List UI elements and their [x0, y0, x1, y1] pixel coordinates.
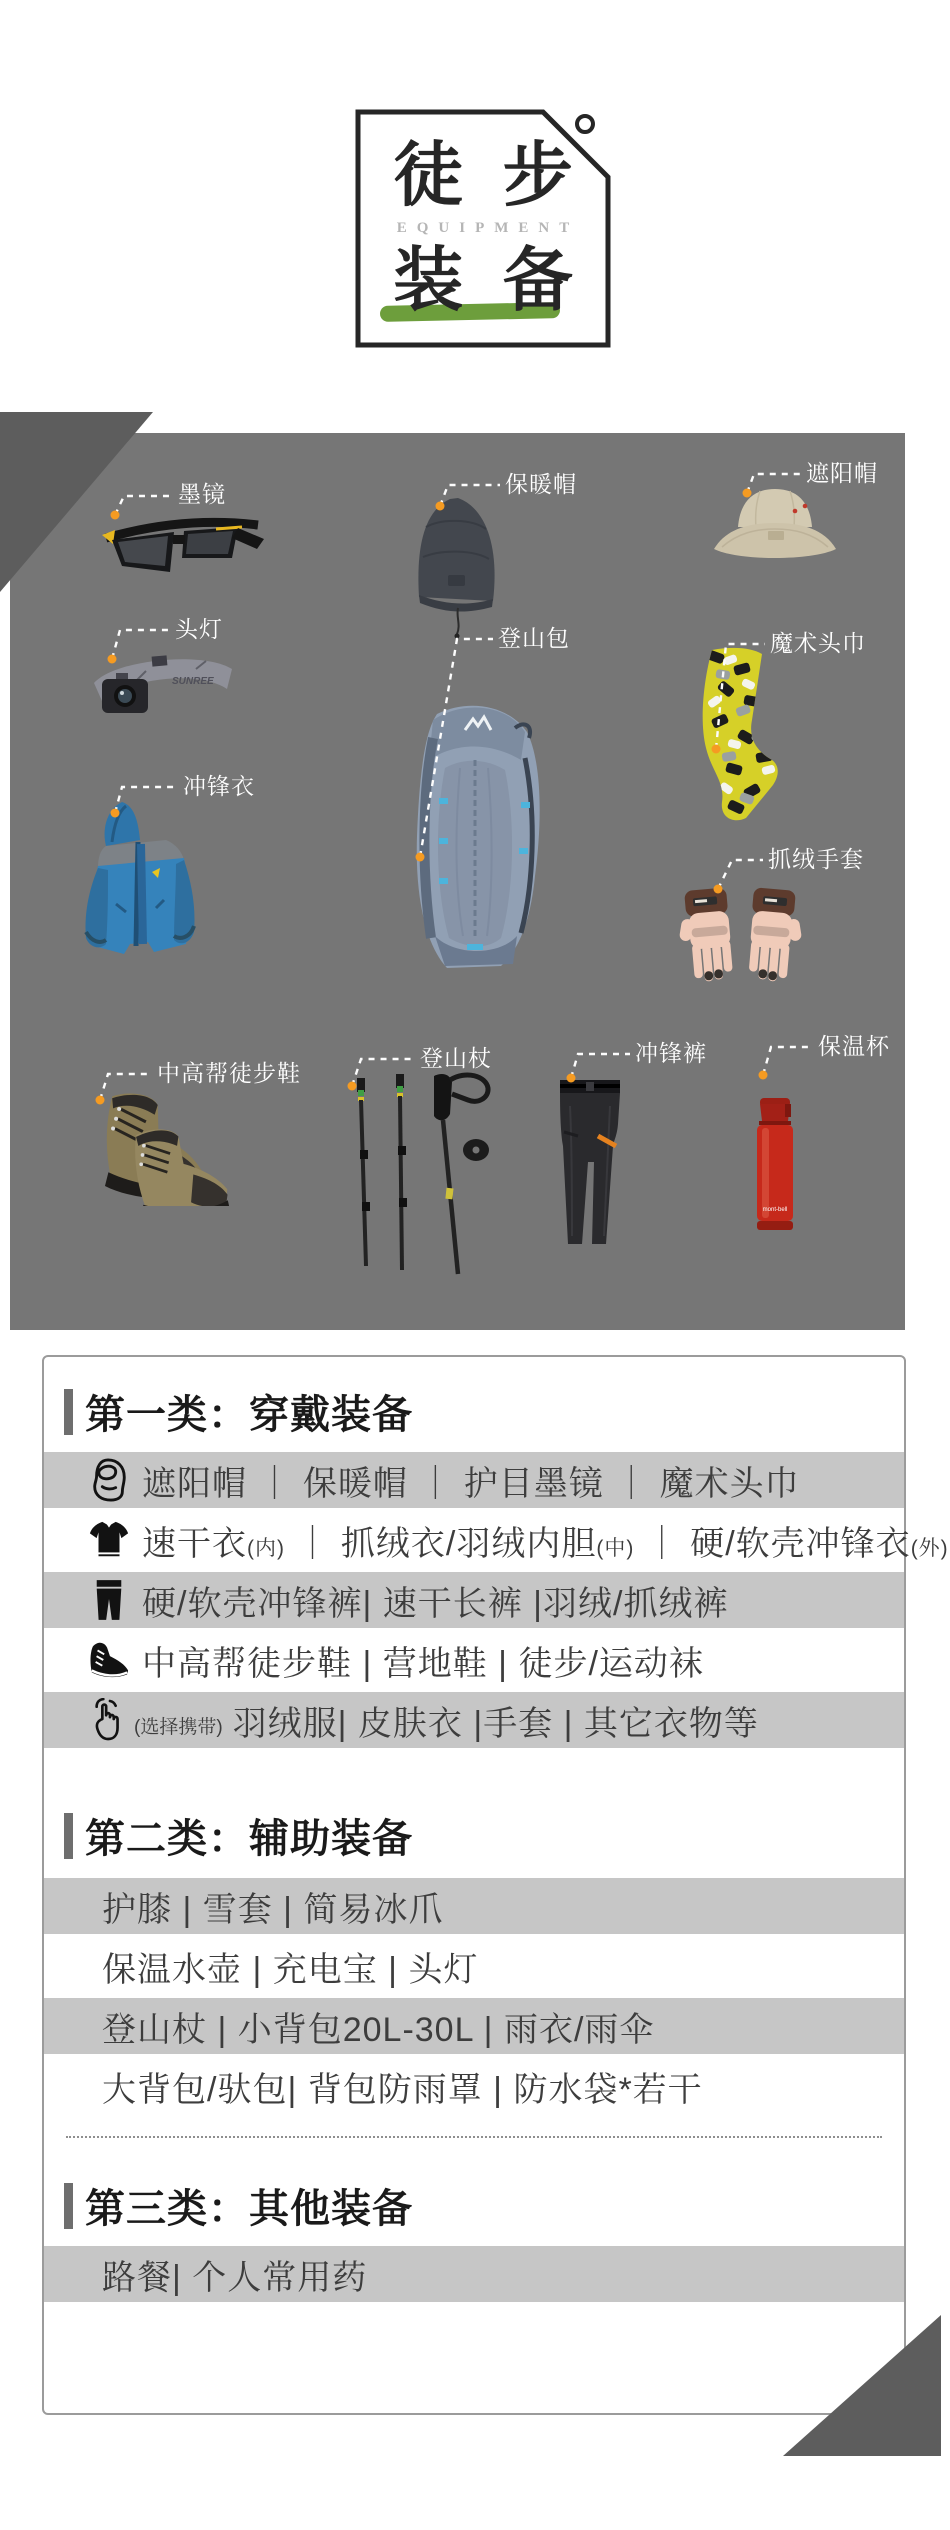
item-label: 魔术头巾 — [770, 630, 866, 656]
section-title: 第三类：其他装备 — [85, 2187, 413, 2231]
sunglasses-image — [98, 508, 270, 588]
magic-scarf-image — [682, 646, 794, 823]
balaclava-icon — [86, 1457, 132, 1503]
svg-text:mont-bell: mont-bell — [762, 1207, 788, 1213]
shell-pants-image — [548, 1076, 632, 1250]
item-label: 冲锋衣 — [183, 773, 255, 799]
row-text: 路餐| 个人常用药 — [102, 2258, 368, 2297]
logo-title-bottom: 装 备 — [393, 243, 573, 320]
logo-tag-hole — [577, 116, 593, 132]
equipment-row — [44, 2058, 904, 2114]
section-header-2 — [64, 1807, 413, 1864]
item-label: 头灯 — [175, 616, 223, 642]
leader-thermos — [763, 1047, 813, 1075]
dotted-divider — [66, 2136, 882, 2138]
equipment-list-card — [42, 1355, 949, 2415]
equipment-row — [44, 1452, 904, 1508]
svg-text:SUNREE: SUNREE — [172, 676, 214, 687]
equipment-row — [44, 1998, 904, 2054]
row-text: 硬/软壳冲锋裤| 速干长裤 |羽绒/抓绒裤 — [142, 1584, 729, 1623]
row-text: 保温水壶 | 充电宝 | 头灯 — [102, 1950, 479, 1989]
fleece-gloves-image — [676, 885, 806, 982]
equipment-row — [44, 1692, 904, 1748]
row-text: 大背包/驮包| 背包防雨罩 | 防水袋*若干 — [102, 2070, 703, 2109]
item-label: 冲锋裤 — [635, 1040, 707, 1066]
row-text: 遮阳帽 ｜ 保暖帽 ｜ 护目墨镜 ｜ 魔术头巾 — [142, 1464, 800, 1503]
hiking-boots-image — [56, 1090, 233, 1206]
equipment-row — [44, 1512, 949, 1568]
headlamp-image — [86, 643, 238, 718]
pants-icon — [86, 1577, 132, 1623]
item-label: 遮阳帽 — [806, 460, 878, 486]
row-text: 中高帮徒步鞋 | 营地鞋 | 徒步/运动袜 — [142, 1644, 704, 1683]
trekking-poles-image — [338, 1070, 510, 1280]
jacket-icon — [86, 1517, 132, 1563]
section-header-3 — [64, 2177, 413, 2234]
section-bar — [64, 1389, 73, 1435]
equipment-row — [44, 1572, 904, 1628]
backpack-image — [375, 698, 575, 983]
section-title: 第二类：辅助装备 — [85, 1817, 413, 1861]
leader-shell-pants — [571, 1054, 630, 1078]
item-label: 中高帮徒步鞋 — [157, 1060, 301, 1086]
equipment-row — [44, 1632, 904, 1688]
item-label: 保温杯 — [818, 1033, 890, 1059]
item-label: 登山包 — [498, 625, 570, 651]
item-label: 墨镜 — [178, 481, 226, 507]
section-bar — [64, 1813, 73, 1859]
touch-icon — [86, 1697, 132, 1743]
boot-icon — [86, 1637, 132, 1683]
beanie-image — [400, 495, 515, 640]
icon-note: (选择携带) — [134, 1716, 223, 1738]
logo-title-top: 徒 步 — [393, 138, 573, 215]
equipment-row — [44, 1938, 904, 1994]
thermos-image — [750, 1096, 800, 1236]
shell-jacket-image — [78, 796, 203, 960]
row-text: 羽绒服| 皮肤衣 |手套 | 其它衣物等 — [232, 1704, 759, 1743]
item-label: 登山杖 — [420, 1045, 492, 1071]
section-rows-1 — [44, 1452, 949, 1748]
equipment-row — [44, 1878, 904, 1934]
section-rows-3 — [44, 2246, 904, 2302]
row-text: 速干衣(内) ｜ 抓绒衣/羽绒内胆(中) ｜ 硬/软壳冲锋衣(外) — [142, 1524, 949, 1563]
equipment-row — [44, 2246, 904, 2302]
section-bar — [64, 2183, 73, 2229]
section-header-1 — [64, 1383, 413, 1440]
equipment-panel — [10, 433, 905, 1330]
item-label: 保暖帽 — [505, 471, 577, 497]
row-text: 登山杖 | 小背包20L-30L | 雨衣/雨伞 — [102, 2010, 655, 2049]
section-title: 第一类：穿戴装备 — [85, 1393, 413, 1437]
sun-hat-image — [708, 483, 842, 573]
item-label: 抓绒手套 — [768, 846, 864, 872]
logo-subtitle: EQUIPMENT — [396, 220, 580, 236]
section-rows-2 — [44, 1878, 904, 2114]
row-text: 护膝 | 雪套 | 简易冰爪 — [102, 1890, 444, 1929]
